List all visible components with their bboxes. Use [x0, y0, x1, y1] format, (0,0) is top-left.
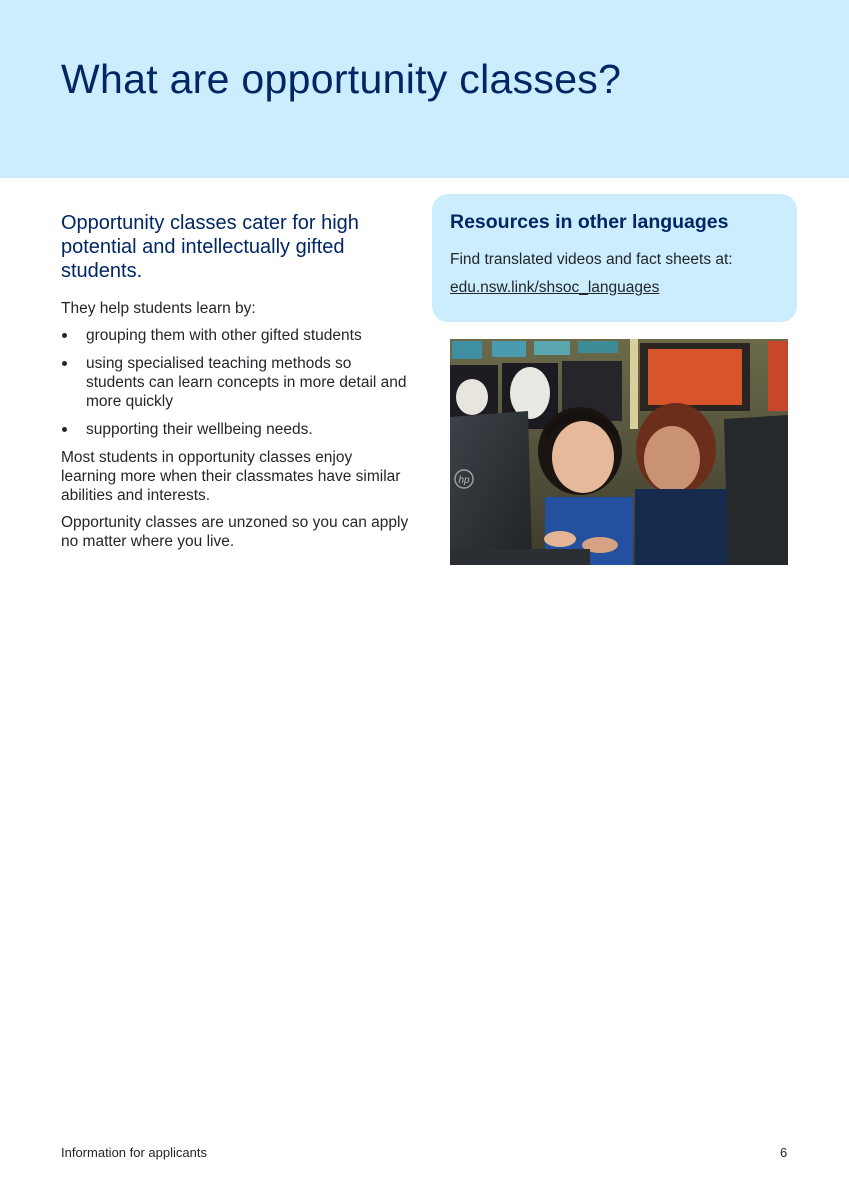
enjoyment-paragraph: Most students in opportunity classes enjoy learning more when their classmates have similar abilities and interests.	[61, 449, 401, 504]
languages-callout	[432, 194, 797, 322]
students-at-laptops-image	[450, 339, 788, 565]
languages-link[interactable]: edu.nsw.link/shsoc_languages	[450, 279, 660, 296]
main-content	[61, 211, 411, 559]
callout-title: Resources in other languages	[450, 211, 729, 233]
list-item-text: using specialised teaching methods so students can learn concepts in more detail and more quickly	[86, 355, 407, 410]
list-item	[61, 420, 411, 439]
list-item	[61, 326, 411, 345]
bullet-icon	[62, 333, 67, 338]
benefits-list	[61, 326, 411, 439]
footer-label: Information for applicants	[61, 1145, 207, 1160]
list-item-text: supporting their wellbeing needs.	[86, 421, 313, 438]
bullet-icon	[62, 361, 67, 366]
page-title: What are opportunity classes?	[61, 56, 622, 102]
bullet-icon	[62, 427, 67, 432]
page-number: 6	[780, 1145, 788, 1160]
callout-text: Find translated videos and fact sheets at:	[450, 251, 733, 268]
students-photo	[450, 339, 788, 565]
list-item	[61, 354, 411, 411]
list-item-text: grouping them with other gifted students	[86, 327, 362, 344]
header-banner	[0, 0, 849, 178]
laptop-logo-text: hp	[458, 475, 470, 486]
intro-text: They help students learn by:	[61, 300, 256, 317]
lead-paragraph: Opportunity classes cater for high potential and intellectually gifted students.	[61, 212, 359, 282]
unzoned-paragraph: Opportunity classes are unzoned so you can apply no matter where you live.	[61, 514, 409, 550]
